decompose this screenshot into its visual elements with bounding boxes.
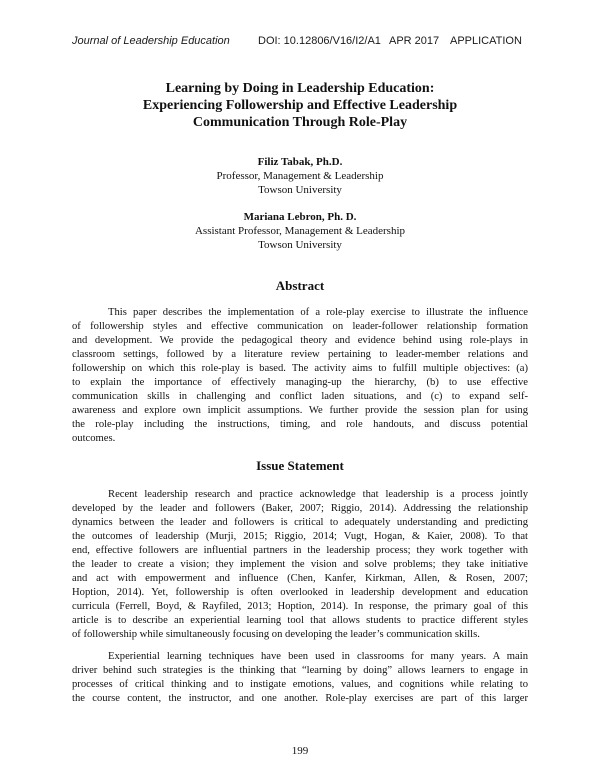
text-line: awareness and explore own implicit assumptions. We further provide the session plan for using bbox=[72, 405, 528, 416]
text-line: article is to describe an experiential learning tool that allows students to practice different styles bbox=[72, 615, 528, 626]
author-position: Professor, Management & Leadership bbox=[216, 170, 384, 182]
text-line: the role-play including the instructions, timing, and role handouts, and discuss potential bbox=[72, 419, 528, 430]
text-line: Hoption, 2014). Yet, followership is often overlooked in leadership development and education bbox=[72, 587, 528, 598]
author-affiliation: Towson University bbox=[258, 239, 342, 251]
title-line: Communication Through Role-Play bbox=[192, 115, 408, 130]
text-line: Recent leadership research and practice acknowledge that leadership is a process jointly bbox=[108, 489, 528, 500]
text-line: the leader to create a vision; they implement the vision and solve problems; they take initiative bbox=[72, 559, 528, 570]
author-position: Assistant Professor, Management & Leadership bbox=[194, 225, 406, 237]
text-line: end, effective followers are influential partners in the leadership process; they work together with bbox=[72, 545, 528, 556]
page-number: 199 bbox=[291, 745, 309, 757]
text-line: and development. We provide the pedagogical theory and evidence behind using role-plays in bbox=[72, 335, 528, 346]
journal-name: Journal of Leadership Education bbox=[72, 35, 230, 47]
author-name: Filiz Tabak, Ph.D. bbox=[257, 156, 343, 168]
text-line: This paper describes the implementation of a role-play exercise to illustrate the influence bbox=[108, 307, 528, 318]
paper-title bbox=[72, 80, 528, 131]
title-line: Experiencing Followership and Effective Leadership bbox=[142, 98, 458, 113]
issue-paragraph-1 bbox=[72, 488, 528, 642]
issue-statement-heading: Issue Statement bbox=[256, 458, 344, 473]
text-line: curricula (Ferrell, Boyd, & Rayfiled, 2013; Hoption, 2014). In response, the primary goal of this bbox=[72, 601, 528, 612]
section-label: APPLICATION bbox=[450, 35, 522, 47]
author-block-1 bbox=[72, 155, 528, 197]
text-line: processes of critical thinking and to instigate emotions, values, and cognitions while relating to bbox=[72, 679, 528, 690]
text-line: the course content, the instructor, and one another. Role-play exercises are part of this larger bbox=[72, 693, 528, 704]
text-line: to explain the importance of effectively managing-up the hierarchy, (b) to use effective bbox=[72, 377, 528, 388]
text-line: dynamics between the leader and followers is critical to adequately understanding and predicting bbox=[72, 517, 528, 528]
abstract-heading: Abstract bbox=[275, 278, 325, 293]
text-line: outcomes. bbox=[72, 433, 116, 444]
text-line: followership on which this role-play is based. The activity aims to fulfill multiple objectives: (a) bbox=[72, 363, 528, 374]
text-line: developed by the leader and followers (Baker, 2007; Riggio, 2014). Addressing the relationship bbox=[72, 503, 528, 514]
text-line: driver behind such strategies is the thinking that “learning by doing” allows learners to engage in bbox=[72, 665, 528, 676]
text-line: classroom settings, followed by a literature review pertaining to leader-member relations and bbox=[72, 349, 528, 360]
text-line: communication skills in challenging and conflict laden situations, and (c) to expand self- bbox=[72, 391, 528, 402]
title-line: Learning by Doing in Leadership Education: bbox=[165, 81, 435, 96]
author-affiliation: Towson University bbox=[258, 184, 342, 196]
text-line: Experiential learning techniques have been used in classrooms for many years. A main bbox=[108, 651, 528, 662]
issue-date: APR 2017 bbox=[389, 35, 440, 47]
author-block-2 bbox=[72, 210, 528, 252]
text-line: the outcomes of leadership (Murji, 2015; Riggio, 2014; Vugt, Hogan, & Kaier, 2008). To that bbox=[72, 531, 528, 542]
abstract-body bbox=[72, 306, 528, 446]
text-line: of followership while simultaneously focusing on developing the leader’s communication skills. bbox=[72, 629, 480, 640]
author-name: Mariana Lebron, Ph. D. bbox=[243, 211, 357, 223]
doi: DOI: 10.12806/V16/I2/A1 bbox=[258, 35, 381, 47]
text-line: of followership styles and effective communication on leader-follower relationship formation bbox=[72, 321, 528, 332]
text-line: and act with empowerment and influence (Chen, Kanfer, Kirkman, Allen, & Rosen, 2007; bbox=[72, 573, 528, 584]
issue-paragraph-2 bbox=[72, 650, 528, 706]
